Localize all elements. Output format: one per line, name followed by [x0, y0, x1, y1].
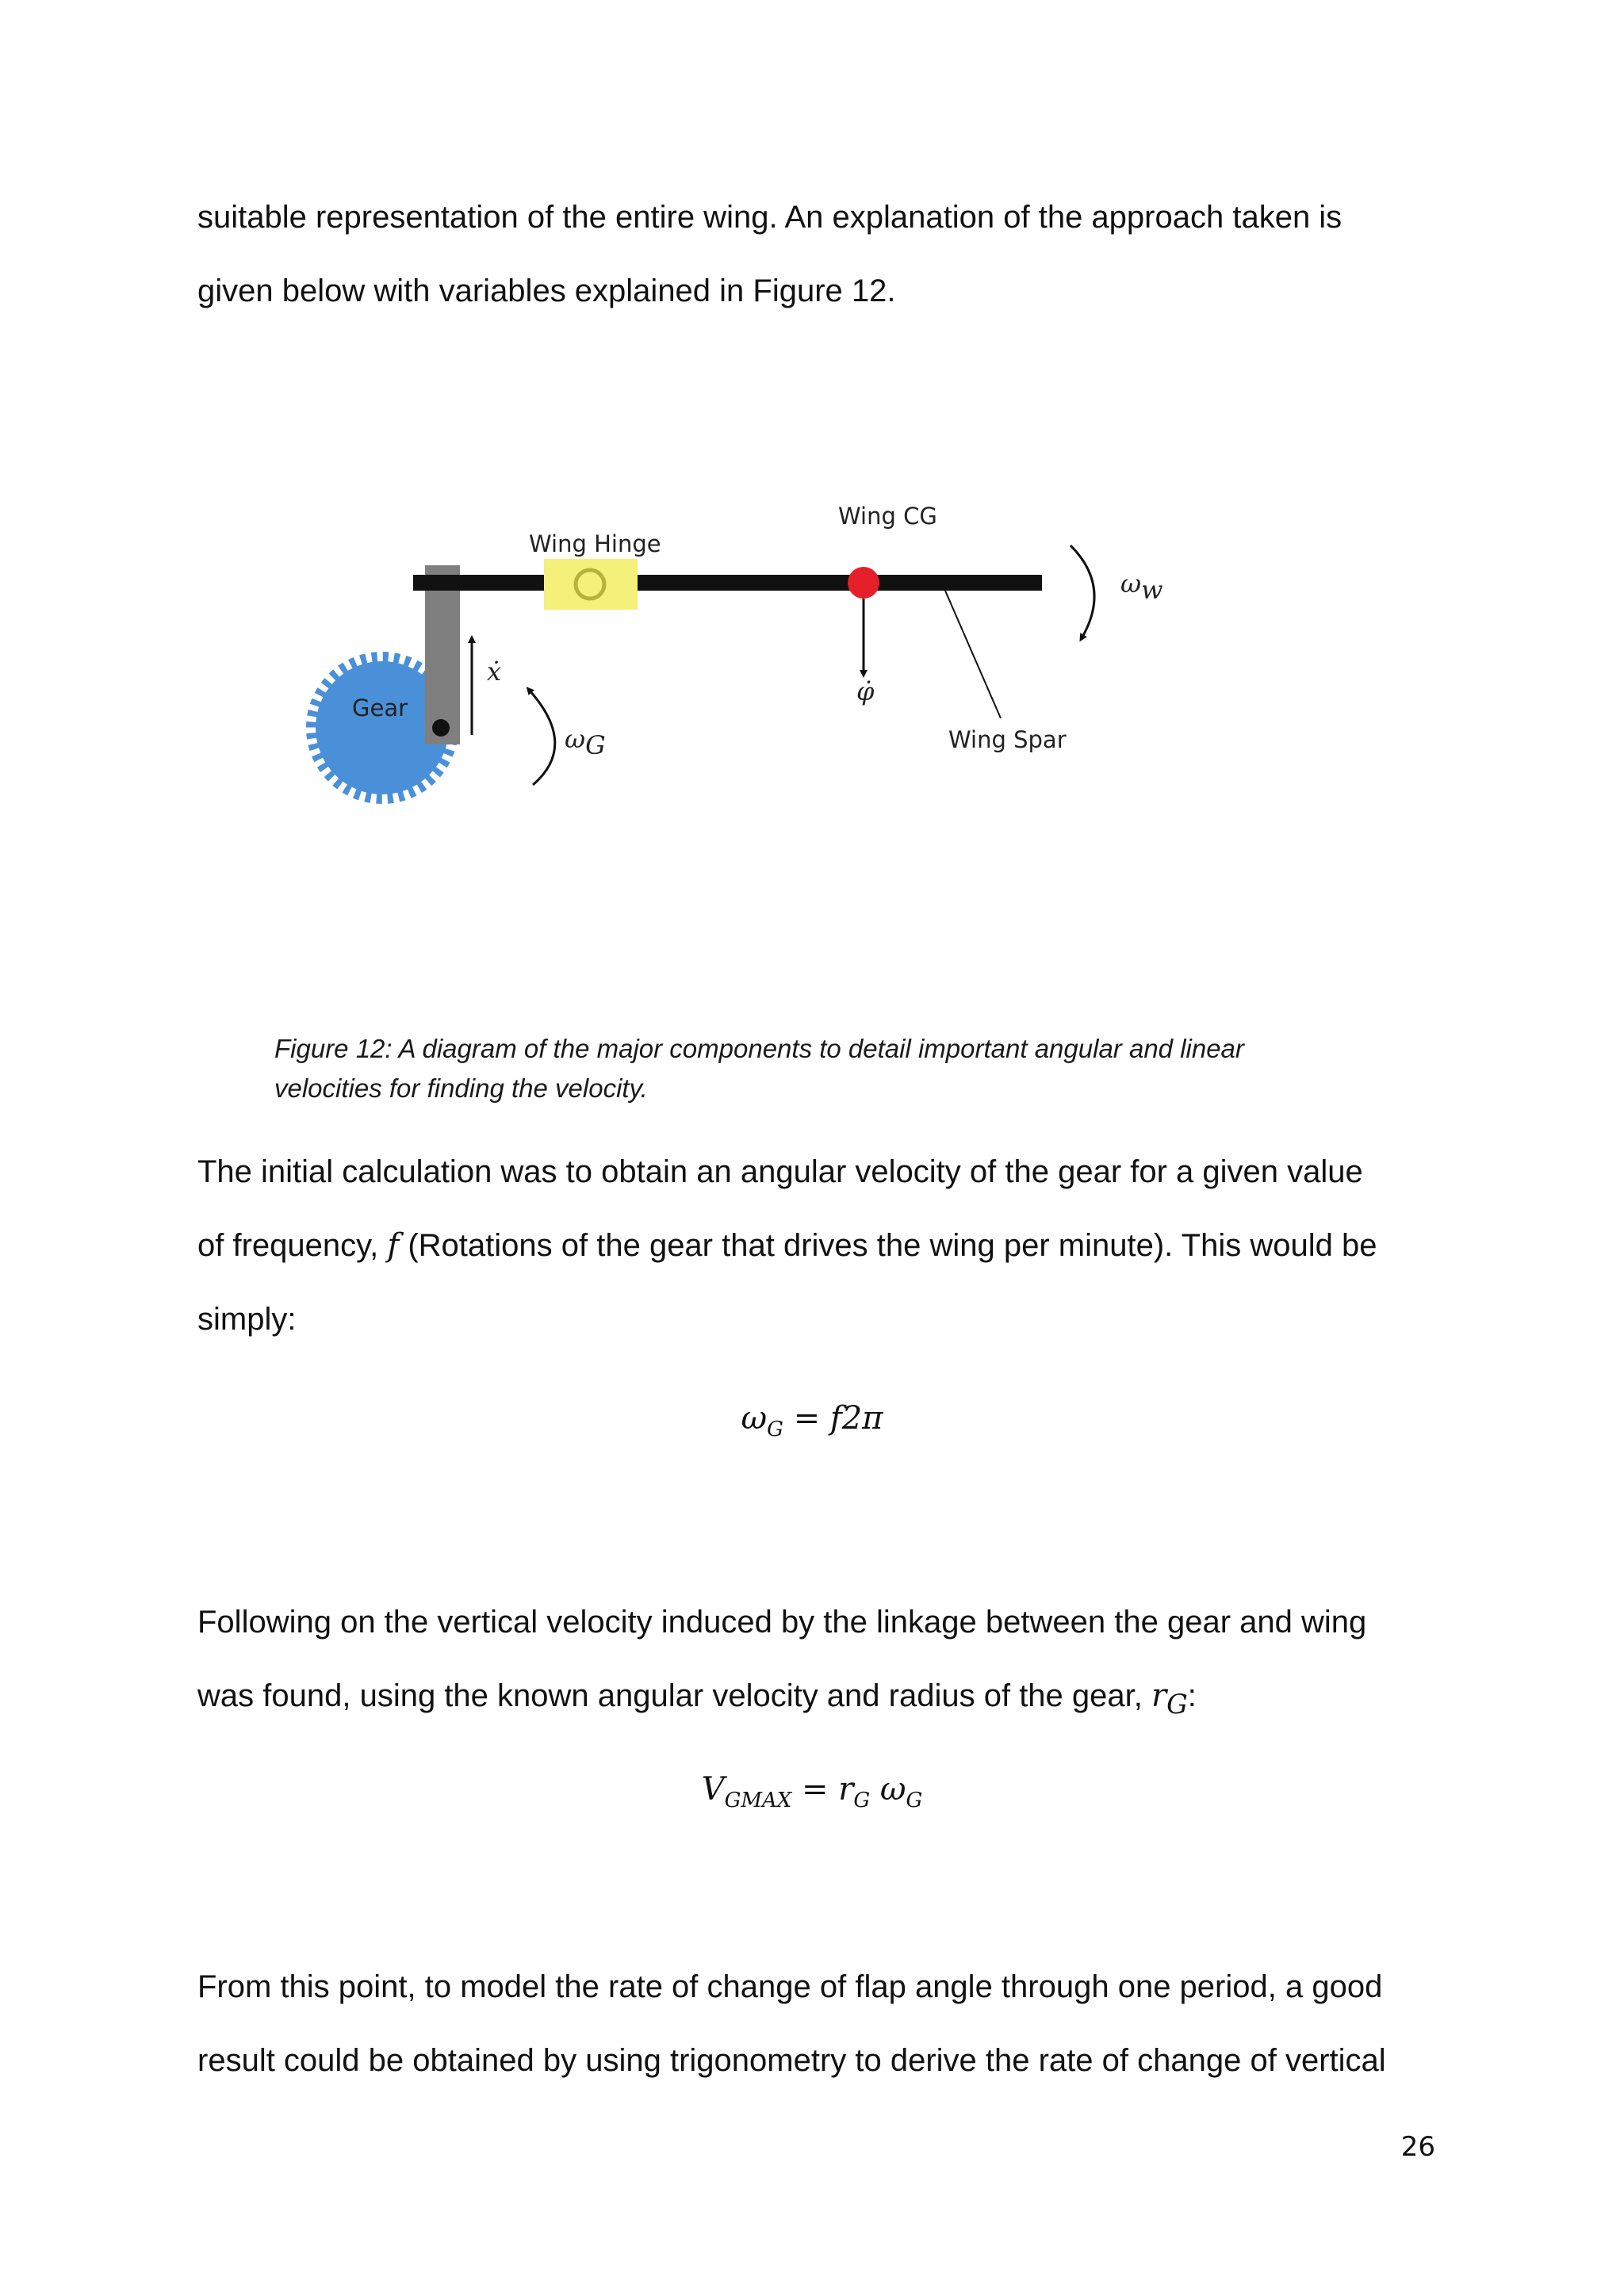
omega-w-symbol: [1120, 568, 1162, 605]
equation-omega-subscript: G: [906, 1789, 923, 1812]
frequency-variable: f: [387, 1227, 400, 1264]
hinge-block: [544, 559, 638, 610]
caption-line: Figure 12: A diagram of the major components to detail important angular and linear: [274, 1034, 1244, 1063]
radius-subscript: G: [1166, 1689, 1188, 1720]
radius-variable: r: [1151, 1678, 1167, 1714]
equation-vgmax: [0, 1771, 1624, 1812]
page-number: 26: [1400, 2131, 1435, 2163]
x-dot-symbol: ẋ: [487, 656, 502, 687]
equation-lhs-subscript: G: [767, 1418, 783, 1441]
equation-rhs: = f2π: [793, 1400, 883, 1437]
linkage-bar: [425, 565, 460, 744]
text-line: given below with variables explained in Figure 12.: [197, 274, 896, 308]
omega-glyph: ω: [1120, 568, 1142, 599]
equation-omega-g: [0, 1400, 1624, 1441]
text-line: From this point, to model the rate of change of flap angle through one period, a good: [197, 1969, 1383, 2004]
omega-g-symbol: [565, 724, 606, 760]
equation-equals: =: [791, 1771, 839, 1808]
wing-spar-pointer: [945, 591, 1001, 718]
equation-radius: r: [838, 1771, 854, 1808]
body-paragraph: [197, 1135, 1434, 1357]
phi-dot-symbol: φ̇: [856, 676, 875, 706]
text-line: Following on the vertical velocity induced by the linkage between the gear and wing: [197, 1605, 1367, 1640]
text-line: simply:: [197, 1302, 297, 1337]
text-line: The initial calculation was to obtain an angular velocity of the gear for a given value: [197, 1154, 1363, 1189]
omega-g-arrow: [529, 690, 555, 785]
omega-glyph: ω: [565, 724, 586, 754]
wing-cg-dot: [848, 567, 879, 599]
text-line: was found, using the known angular velocity and radius of the gear,: [197, 1678, 1151, 1713]
omega-w-arrow: [1071, 545, 1094, 638]
body-paragraph: [197, 1950, 1434, 2098]
figure-12-diagram: [0, 0, 1624, 888]
caption-line: velocities for finding the velocity.: [274, 1073, 648, 1103]
equation-lhs: ω: [741, 1400, 768, 1437]
equation-lhs-subscript: GMAX: [724, 1789, 792, 1812]
wing-hinge-label: Wing Hinge: [529, 530, 661, 557]
gear-label: Gear: [352, 695, 408, 721]
equation-lhs: V: [701, 1771, 725, 1808]
omega-g-subscript: G: [585, 730, 606, 760]
figure-caption: [274, 1029, 1385, 1108]
omega-w-subscript: w: [1141, 575, 1163, 605]
body-paragraph: [197, 1586, 1434, 1741]
wing-spar-label: Wing Spar: [948, 726, 1067, 753]
text-line: :: [1187, 1678, 1197, 1713]
equation-radius-subscript: G: [853, 1789, 871, 1812]
equation-omega: ω: [879, 1771, 906, 1808]
text-line: suitable representation of the entire wing. An explanation of the approach taken is: [197, 200, 1342, 235]
wing-hinge: [544, 559, 638, 610]
wing-cg-label: Wing CG: [838, 503, 937, 530]
text-line: result could be obtained by using trigonometry to derive the rate of change of vertical: [197, 2043, 1386, 2078]
linkage-pivot: [432, 719, 450, 737]
text-line: (Rotations of the gear that drives the wing per minute). This would be: [399, 1228, 1377, 1263]
wing-spar-bar: [413, 575, 1042, 591]
text-line: of frequency,: [197, 1228, 388, 1263]
